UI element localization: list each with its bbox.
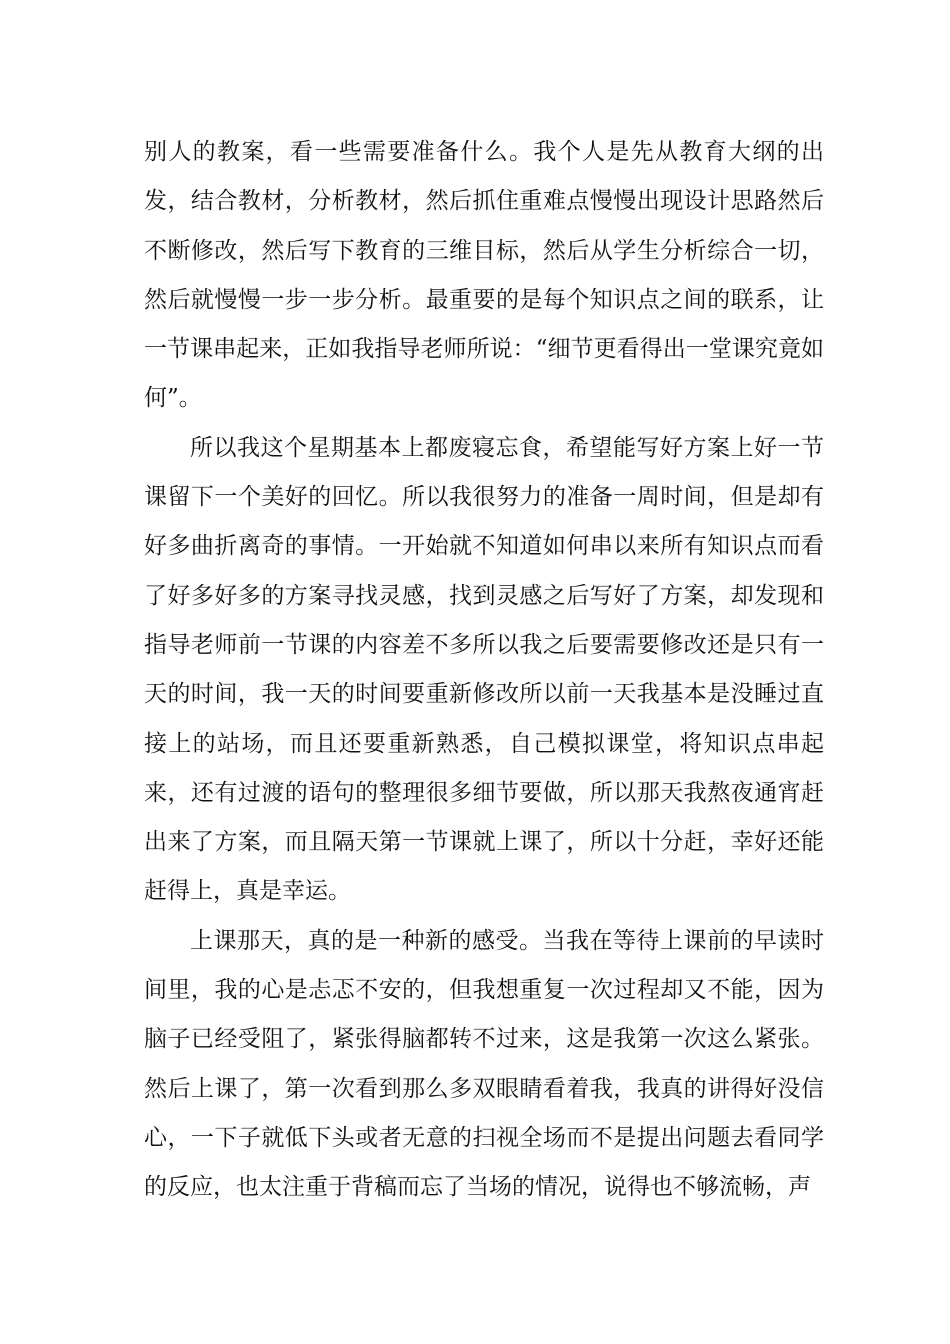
- paragraph-2: 所以我这个星期基本上都废寝忘食，希望能写好方案上好一节课留下一个美好的回忆。所以我很努力的准备一周时间，但是却有好多曲折离奇的事情。一开始就不知道如何串以来所有知识点而看了好多好多的方案寻找灵感，找到灵感之后写好了方案，却发现和指导老师前一节课的内容差不多所以我之后要需要修改还是只有一天的时间，我一天的时间要重新修改所以前一天我基本是没睡过直接上的站场，而且还要重新熟悉，自己模拟课堂，将知识点串起来，还有过渡的语句的整理很多细节要做，所以那天我熬夜通宵赶出来了方案，而且隔天第一节课就上课了，所以十分赶，幸好还能赶得上，真是幸运。: [144, 434, 824, 905]
- paragraph-3: 上课那天，真的是一种新的感受。当我在等待上课前的早读时间里，我的心是忐忑不安的，但我想重复一次过程却又不能，因为脑子已经受阻了，紧张得脑都转不过来，这是我第一次这么紧张。然后上课了，第一次看到那么多双眼睛看着我，我真的讲得好没信心，一下子就低下头或者无意的扫视全场而不是提出问题去看同学的反应，也太注重于背稿而忘了当场的情况，说得也不够流畅，声: [144, 927, 824, 1201]
- body-text: [144, 128, 824, 1213]
- paragraph-1: 别人的教案，看一些需要准备什么。我个人是先从教育大纲的出发，结合教材，分析教材，然后抓住重难点慢慢出现设计思路然后不断修改，然后写下教育的三维目标，然后从学生分析综合一切，然后就慢慢一步一步分析。最重要的是每个知识点之间的联系，让一节课串起来，正如我指导老师所说：“细节更看得出一堂课究竟如何”。: [144, 139, 824, 412]
